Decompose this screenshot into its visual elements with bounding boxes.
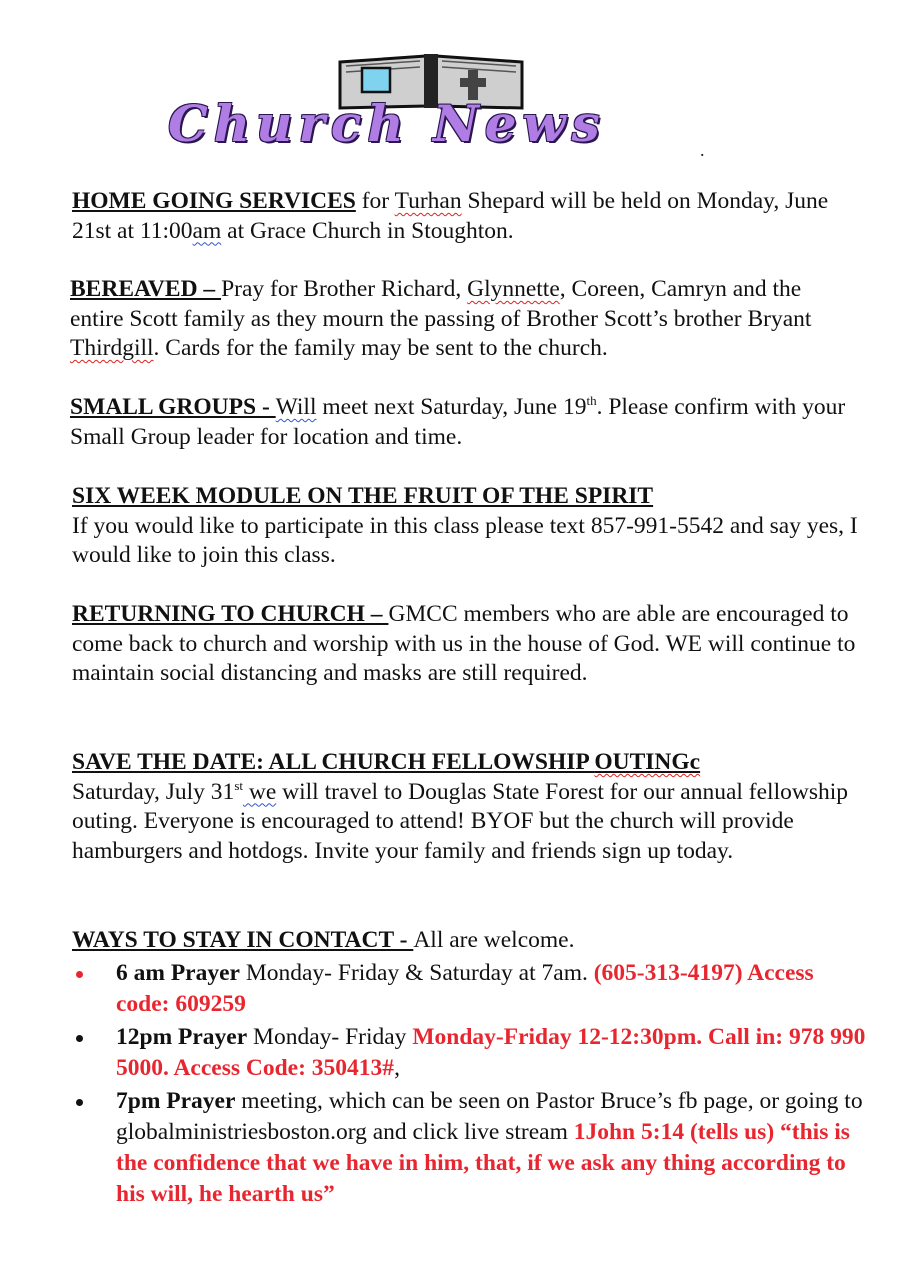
ordinal-suffix: st [234, 777, 243, 793]
logo-title: Church News [168, 94, 606, 153]
bullet-dot-icon [76, 1035, 83, 1042]
save-date-text-2: will travel to Douglas State Forest for our annual fellowship outing. Everyone is encouraged to attend! BYOF but the church will provide hamburgers and hotdogs. Invite your family and friends sign up today. [72, 778, 848, 864]
home-going-heading: HOME GOING SERVICES [72, 188, 356, 214]
save-date-heading [72, 748, 862, 778]
bullet-dot-icon [76, 1099, 83, 1106]
small-groups-text-2: . Please confirm with your Small Group leader for location and time. [70, 394, 846, 450]
prayer-end: , [394, 1055, 400, 1081]
contact-tail: All are welcome. [413, 927, 575, 953]
six-week-section [72, 482, 862, 571]
prayer-phone: (605-313-4197) Access code: 609259 [116, 960, 814, 1017]
name-turhan: Turhan [394, 188, 462, 214]
save-date-body [72, 778, 862, 867]
outing-word: OUTINGc [594, 749, 701, 775]
home-going-text-2: Shepard will be held on Monday, June 21st at 11:00 [72, 188, 829, 244]
small-groups-section [70, 393, 860, 452]
contact-heading: WAYS TO STAY IN CONTACT - [72, 927, 414, 953]
bereaved-heading: BEREAVED – [70, 276, 222, 302]
save-date-heading-text: SAVE THE DATE: ALL CHURCH FELLOWSHIP [72, 749, 595, 775]
scripture-quote: 1John 5:14 (tells us) “this is the confidence that we have in him, that, if we ask any thing according to his will, he hearth us” [116, 1119, 850, 1207]
prayer-phone: Monday-Friday 12-12:30pm. Call in: 978 990 5000. Access Code: 350413# [116, 1024, 866, 1081]
small-groups-text: meet next Saturday, June 19 [316, 394, 587, 420]
name-glynnette: Glynnette [467, 276, 560, 302]
bereaved-section [70, 275, 860, 364]
bereaved-text-3: . Cards for the family may be sent to the church. [153, 335, 608, 361]
am-word: am [192, 217, 222, 244]
returning-body: GMCC members who are able are encouraged to come back to church and worship with us in the house of God. WE will continue to maintain social distancing and masks are still required. [72, 601, 856, 686]
small-groups-heading: SMALL GROUPS - [70, 394, 276, 420]
prayer-text: Monday- Friday [247, 1024, 413, 1050]
returning-heading: RETURNING TO CHURCH – [72, 601, 389, 627]
save-date-section [72, 748, 862, 866]
home-going-section [72, 187, 862, 246]
logo-trailing-mark: . [700, 140, 705, 160]
bullet-dot-icon [76, 971, 83, 978]
prayer-title: 7pm Prayer [116, 1088, 236, 1114]
contact-heading-line [72, 926, 862, 956]
six-week-body: If you would like to participate in this class please text 857-991-5542 and say yes, I would like to join this class. [72, 512, 858, 568]
prayer-text: Monday- Friday & Saturday at 7am. [239, 960, 594, 986]
will-word: Will [275, 394, 317, 420]
bereaved-text-2: , Coreen, Camryn and the entire Scott family as they mourn the passing of Brother Scott’s brother Bryant [70, 276, 812, 332]
list-item [72, 1022, 872, 1084]
prayer-title: 6 am Prayer [116, 960, 240, 986]
ordinal-suffix: th [586, 393, 597, 409]
we-word: we [242, 778, 277, 805]
save-date-text: Saturday, July 31 [72, 778, 235, 805]
home-going-text-3: at Grace Church in Stoughton. [221, 217, 514, 244]
name-thirdgill: Thirdgill [70, 335, 154, 361]
contact-list [72, 958, 872, 1210]
home-going-text: for [355, 188, 395, 214]
list-item [72, 1086, 872, 1210]
church-news-logo [160, 50, 720, 162]
prayer-title: 12pm Prayer [116, 1024, 248, 1050]
bereaved-text: Pray for Brother Richard, [221, 276, 468, 302]
prayer-text: meeting, which can be seen on Pastor Bruce’s fb page, or going to globalministriesboston.org and click live stream [116, 1088, 863, 1145]
returning-section [72, 600, 862, 689]
list-item [72, 958, 872, 1020]
six-week-heading: SIX WEEK MODULE ON THE FRUIT OF THE SPIRIT [72, 483, 654, 509]
